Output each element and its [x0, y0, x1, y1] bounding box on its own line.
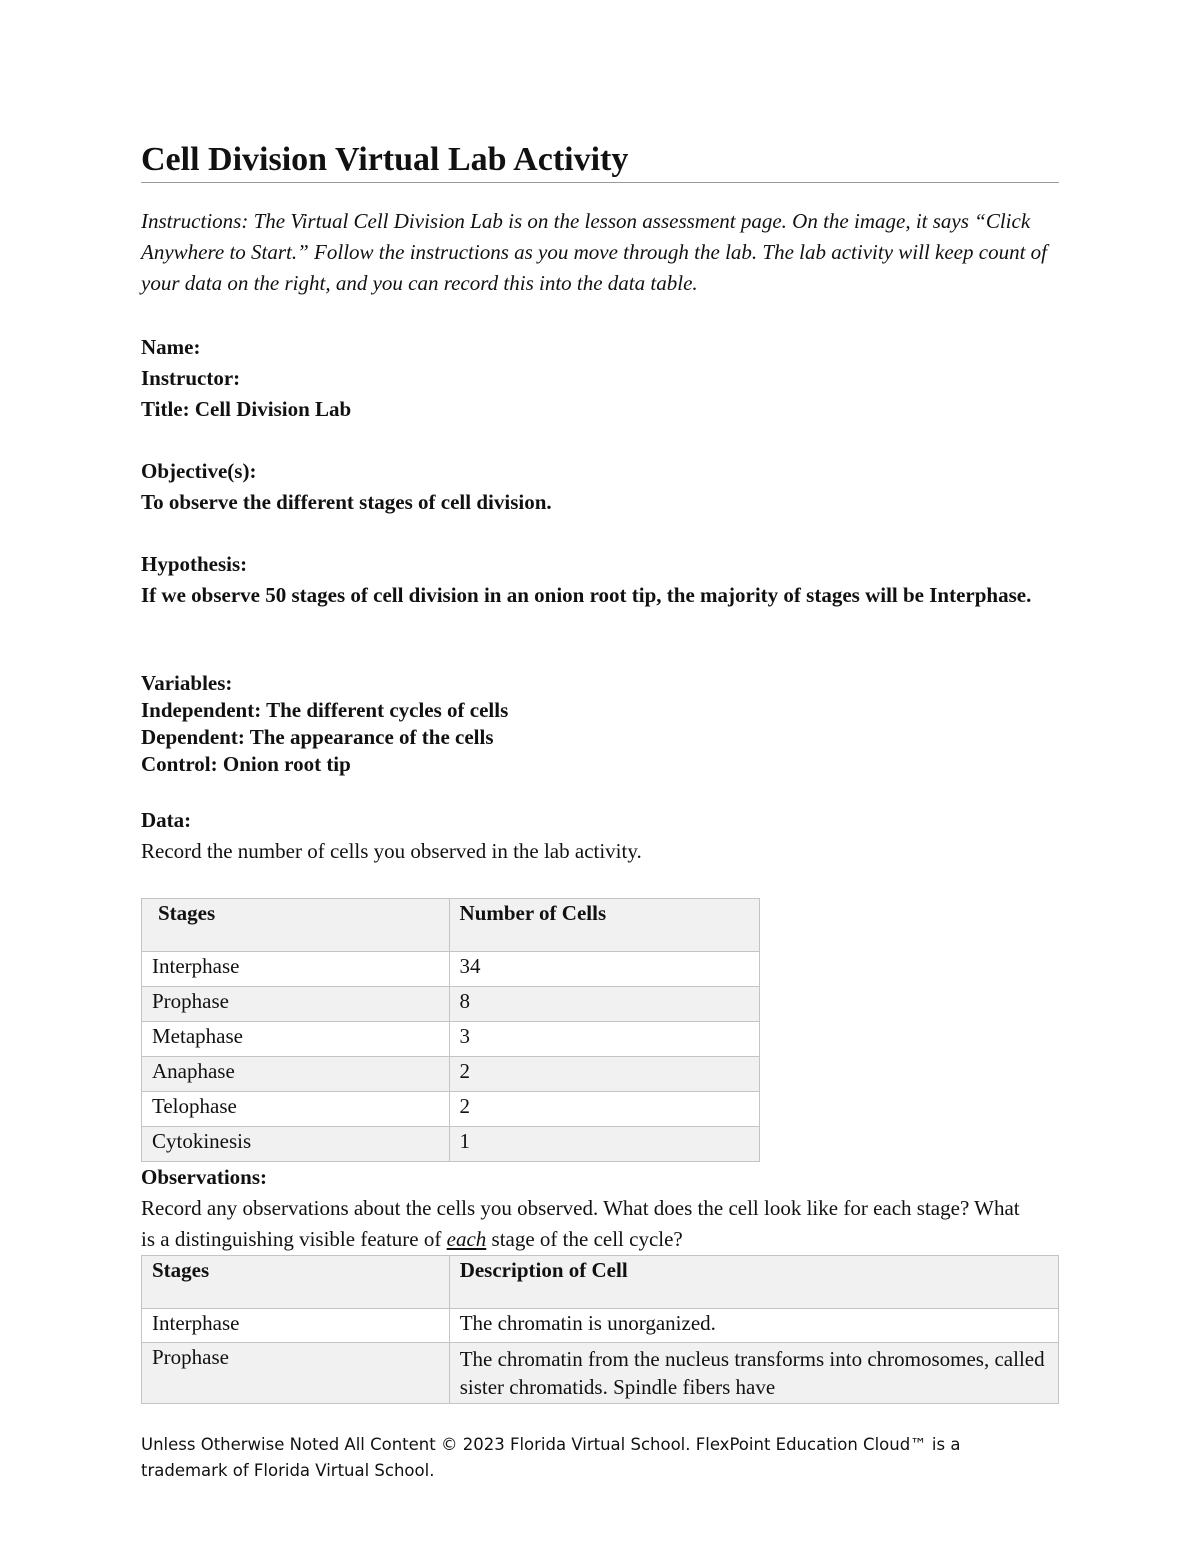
data-prompt: Record the number of cells you observed in the lab activity. [141, 839, 642, 863]
stage-cell: Cytokinesis [142, 1127, 450, 1162]
observations-prompt-end: stage of the cell cycle? [486, 1227, 683, 1251]
instructor-field: Instructor: [141, 366, 241, 390]
name-field: Name: [141, 335, 201, 359]
observations-table-header [142, 1256, 1059, 1309]
table-row [142, 1127, 760, 1162]
description-cell: The chromatin is unorganized. [449, 1309, 1058, 1343]
table-row [142, 1022, 760, 1057]
hypothesis-section [141, 549, 1041, 611]
stage-cell: Prophase [142, 1343, 450, 1404]
observations-label: Observations: [141, 1165, 267, 1189]
table-row [142, 1092, 760, 1127]
table-row [142, 1057, 760, 1092]
data-table-header [142, 899, 760, 952]
lab-title-field: Title: Cell Division Lab [141, 397, 352, 421]
count-cell: 2 [449, 1092, 759, 1127]
control-variable: Control: Onion root tip [141, 752, 351, 776]
page-title: Cell Division Virtual Lab Activity [141, 138, 1059, 183]
stage-cell: Interphase [142, 952, 450, 987]
stage-cell: Anaphase [142, 1057, 450, 1092]
variables-label: Variables: [141, 671, 233, 695]
observations-prompt-start: Record any observations about the cells you observed. What does the cell look like for each stage? What is a distinguishing visible feature of [141, 1196, 1020, 1251]
objective-label: Objective(s): [141, 459, 257, 483]
obs-header-stages: Stages [142, 1256, 450, 1309]
objective-text: To observe the different stages of cell division. [141, 490, 552, 514]
objective-section [141, 456, 1059, 518]
stage-cell: Interphase [142, 1309, 450, 1343]
count-cell: 3 [449, 1022, 759, 1057]
independent-variable: Independent: The different cycles of cells [141, 698, 509, 722]
observations-table [141, 1255, 1059, 1404]
obs-header-description: Description of Cell [449, 1256, 1058, 1309]
dependent-variable: Dependent: The appearance of the cells [141, 725, 494, 749]
table-row [142, 1343, 1059, 1404]
description-cell: The chromatin from the nucleus transforms into chromosomes, called sister chromatids. Spindle fibers have [449, 1343, 1058, 1404]
count-cell: 2 [449, 1057, 759, 1092]
count-cell: 8 [449, 987, 759, 1022]
data-header-stages: Stages [142, 899, 450, 952]
stage-cell: Metaphase [142, 1022, 450, 1057]
count-cell: 1 [449, 1127, 759, 1162]
footer-copyright: Unless Otherwise Noted All Content © 2023 Florida Virtual School. FlexPoint Education Cloud™ is a trademark of Florida Virtual School. [141, 1435, 961, 1480]
table-row [142, 952, 760, 987]
data-table [141, 898, 760, 1162]
data-section [141, 805, 1059, 867]
variables-section [141, 670, 1059, 778]
count-cell: 34 [449, 952, 759, 987]
stage-cell: Prophase [142, 987, 450, 1022]
table-row [142, 987, 760, 1022]
instructions-text: Instructions: The Virtual Cell Division Lab is on the lesson assessment page. On the image, it says “Click Anywhere to Start.” Follow the instructions as you move through the lab. The lab activity will keep count of your data on the right, and you can record this into the data table. [141, 209, 1047, 295]
data-header-count: Number of Cells [449, 899, 759, 952]
data-label: Data: [141, 808, 192, 832]
student-info [141, 332, 1059, 425]
hypothesis-label: Hypothesis: [141, 552, 248, 576]
observations-prompt-emphasis: each [446, 1227, 487, 1251]
stage-cell: Telophase [142, 1092, 450, 1127]
observations-prompt [141, 1193, 1021, 1255]
hypothesis-text: If we observe 50 stages of cell division in an onion root tip, the majority of stages will be Interphase. [141, 583, 1032, 607]
observations-section [141, 1162, 1021, 1255]
table-row [142, 1309, 1059, 1343]
